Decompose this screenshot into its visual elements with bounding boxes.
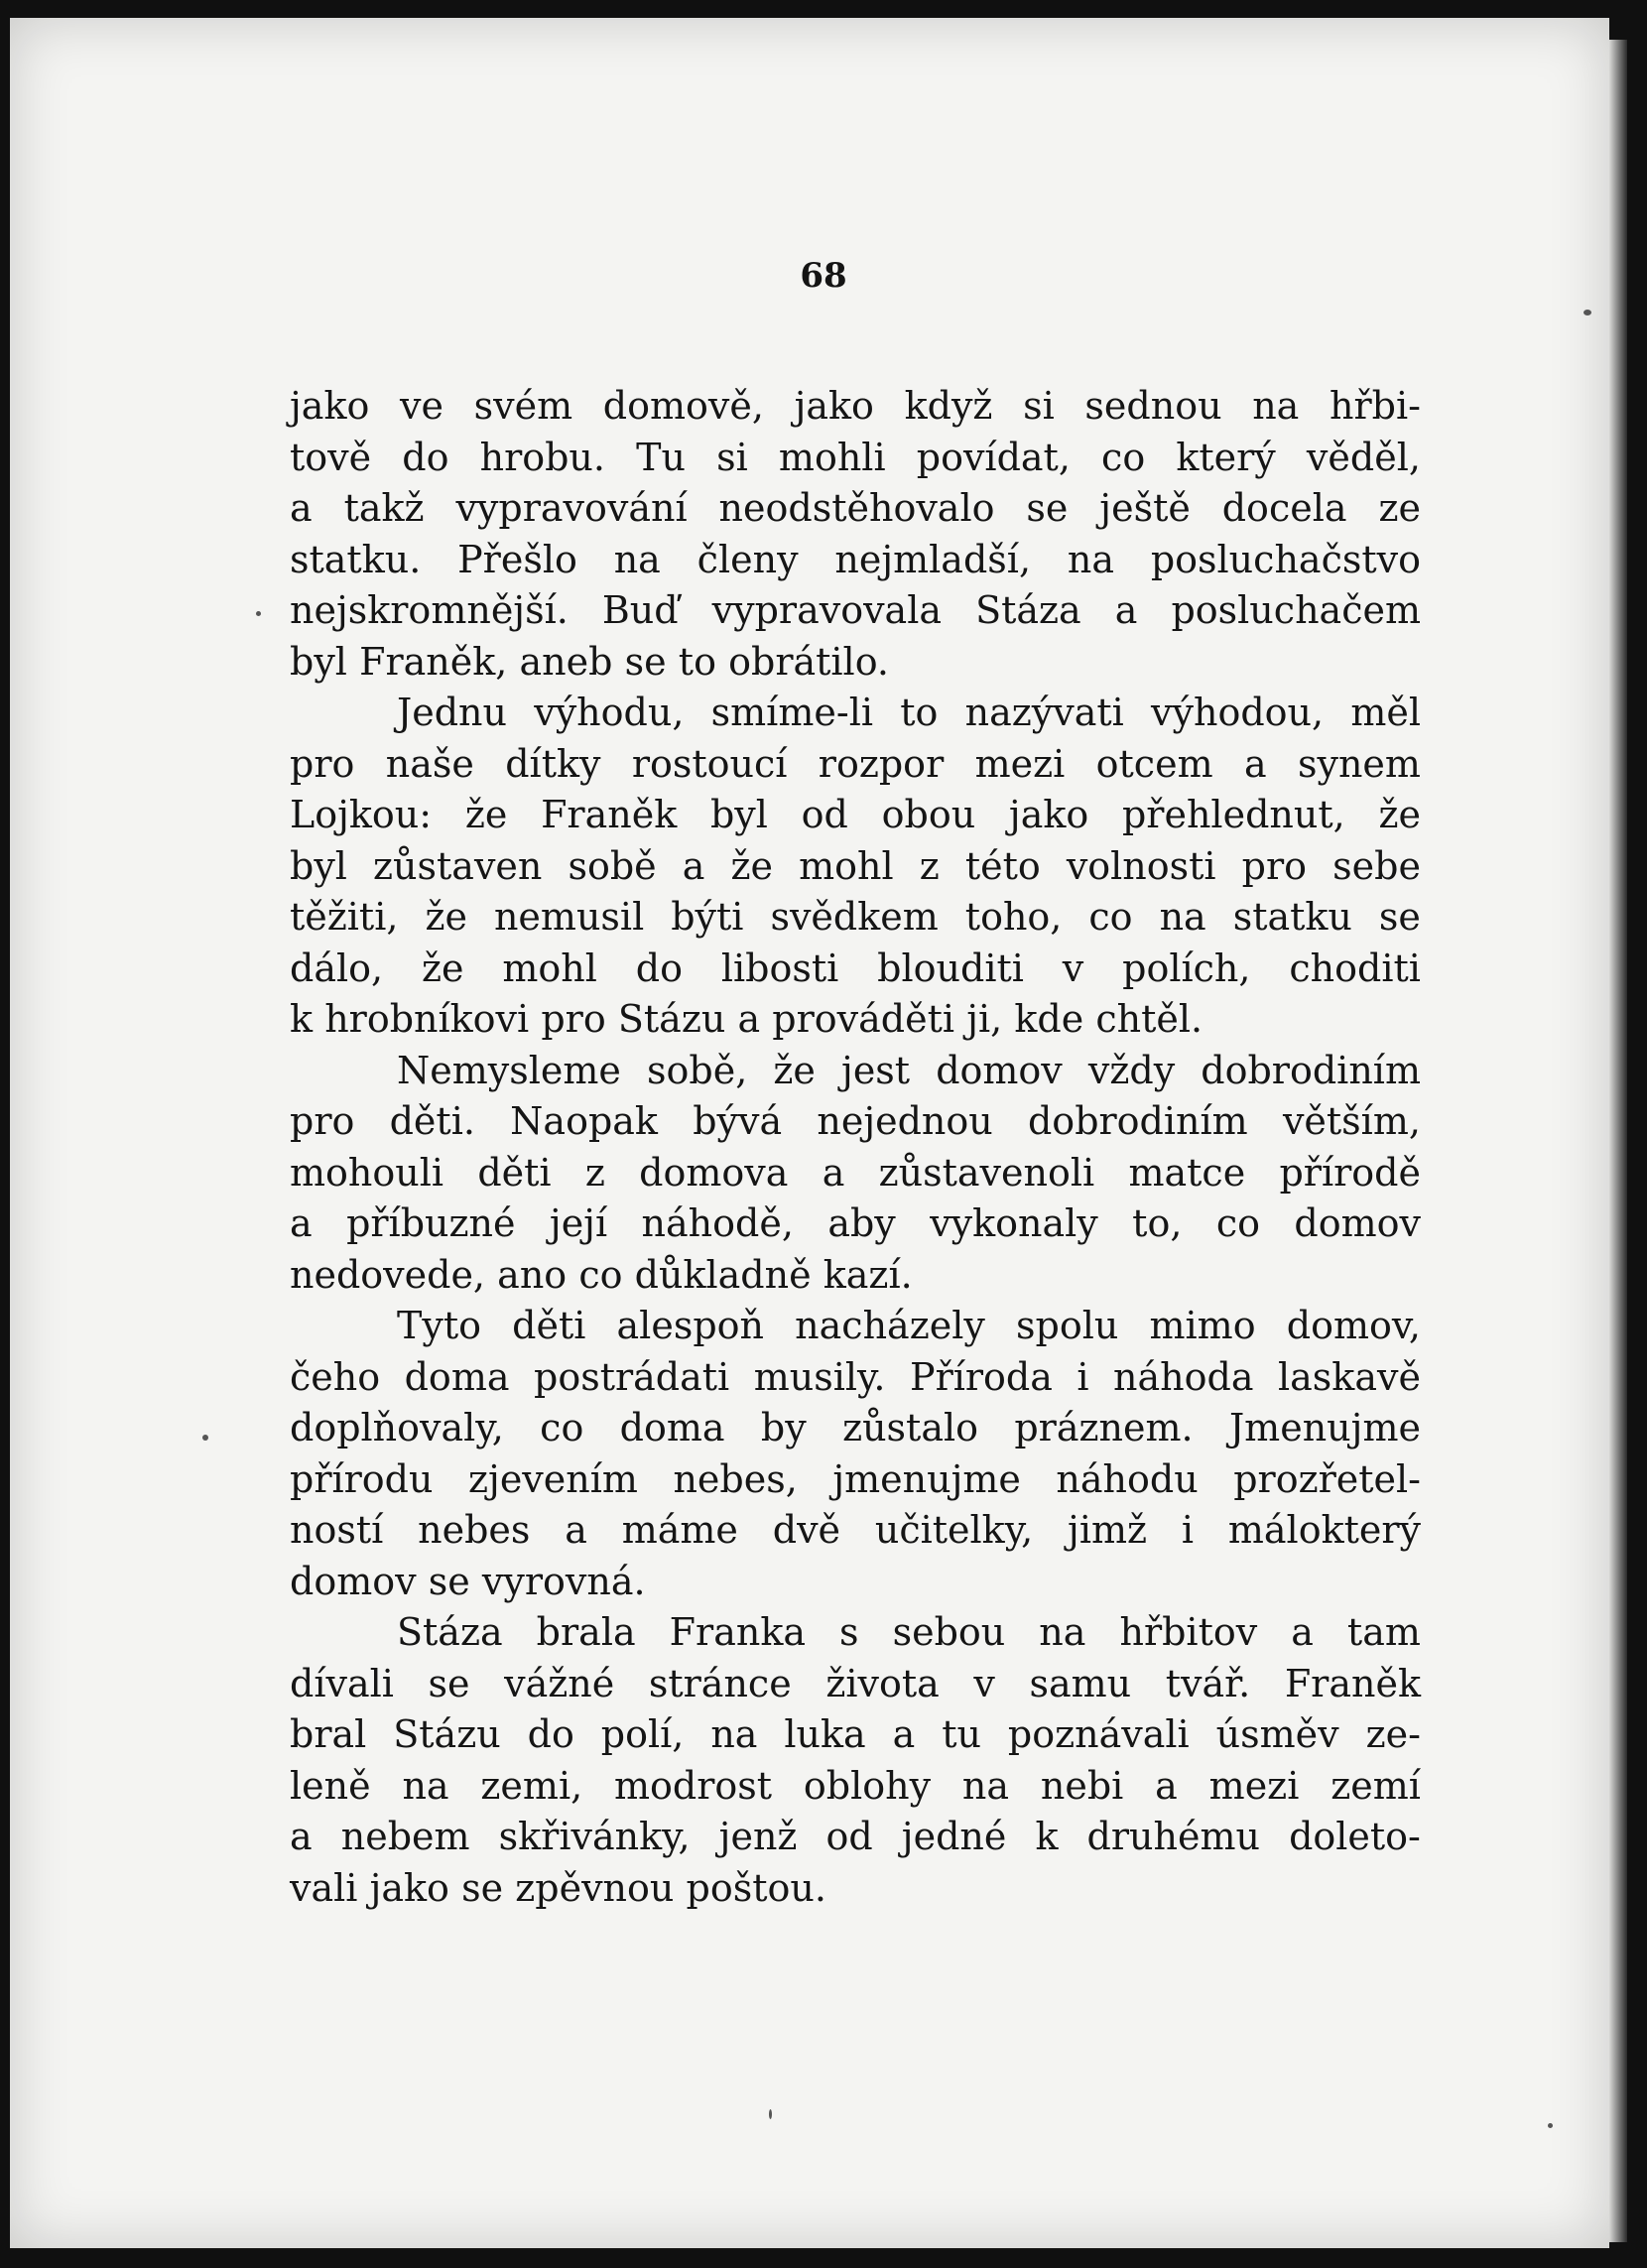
word: do	[635, 945, 683, 990]
word: zpěvnou	[515, 1865, 675, 1910]
word: a	[1291, 1610, 1314, 1654]
word: i	[1181, 1508, 1195, 1552]
word: dívali	[290, 1661, 394, 1705]
word: nemusil	[493, 895, 645, 939]
word: dvě	[772, 1508, 841, 1552]
word: posluchačem	[1171, 588, 1421, 632]
word: takž	[343, 486, 425, 530]
word: bral	[290, 1712, 367, 1756]
text-line	[290, 1250, 1421, 1302]
word: hrobníkovi	[324, 997, 530, 1041]
ink-speck	[769, 2109, 772, 2119]
word: stránce	[648, 1661, 792, 1705]
word: co	[1088, 895, 1133, 939]
text-line	[290, 1301, 1421, 1352]
word: chtěl.	[1095, 997, 1204, 1041]
word: Jmenujme	[1228, 1406, 1421, 1449]
word: synem	[1297, 741, 1421, 786]
text-line	[290, 1607, 1421, 1659]
word: naše	[385, 741, 474, 786]
word: mohl	[799, 843, 894, 888]
word: povídat,	[916, 435, 1071, 479]
text-line	[290, 944, 1421, 995]
word: poznávali	[1007, 1712, 1190, 1756]
word: nedovede,	[290, 1252, 486, 1297]
word: co	[540, 1406, 584, 1449]
word: Franěk,	[359, 639, 508, 684]
word: prováděti	[772, 997, 955, 1041]
word: děti.	[389, 1099, 475, 1143]
word: samu	[1029, 1661, 1132, 1705]
word: se	[1378, 895, 1421, 939]
word: dálo,	[290, 945, 384, 990]
word: otcem	[1095, 741, 1213, 786]
word: její	[549, 1201, 608, 1245]
word: ností	[290, 1508, 384, 1552]
word: tu	[942, 1712, 981, 1756]
word: si	[1023, 384, 1055, 428]
word: tově	[290, 435, 372, 479]
word: z	[584, 1150, 605, 1195]
word: posluchačstvo	[1150, 537, 1421, 581]
word: výhodu,	[534, 691, 685, 734]
word: na	[1039, 1610, 1086, 1654]
word: úsměv	[1215, 1712, 1339, 1756]
word: věděl,	[1306, 435, 1421, 479]
word: volnosti	[1066, 843, 1216, 888]
word: zůstalo	[842, 1406, 979, 1449]
word: na	[1252, 384, 1300, 428]
word: to	[678, 639, 716, 684]
word: pro	[1241, 843, 1308, 888]
text-line	[290, 637, 1421, 689]
word: neodstěhovalo	[718, 486, 995, 530]
word: spolu	[1016, 1304, 1119, 1347]
word: pro	[290, 741, 355, 786]
word: větším,	[1282, 1099, 1421, 1143]
word: nebes	[418, 1508, 531, 1552]
ink-speck	[256, 611, 261, 616]
word: a	[1243, 741, 1267, 786]
word: kde	[1014, 997, 1084, 1041]
word: jmenujme	[832, 1456, 1021, 1501]
word: hrobu.	[479, 435, 605, 479]
word: a	[290, 1815, 313, 1858]
word: musily.	[753, 1354, 886, 1399]
word: prozřetel-	[1233, 1456, 1421, 1501]
word: života	[825, 1661, 940, 1705]
word: Příroda	[910, 1354, 1053, 1399]
word: a	[682, 843, 705, 888]
text-line	[290, 1352, 1421, 1404]
word: libosti	[720, 945, 839, 990]
word: na	[613, 537, 661, 581]
word: děti	[512, 1304, 586, 1347]
word: to	[900, 691, 939, 734]
word: ji,	[966, 997, 1003, 1041]
word: doleto-	[1289, 1815, 1421, 1858]
word: jako	[369, 1865, 449, 1910]
word: nejednou	[817, 1099, 993, 1143]
word: blouditi	[877, 945, 1024, 990]
word: Stáza	[975, 588, 1081, 632]
text-line	[290, 1659, 1421, 1710]
word: tam	[1346, 1610, 1421, 1654]
word: Jednu	[397, 691, 507, 734]
word: se	[461, 1865, 504, 1910]
text-line	[290, 739, 1421, 791]
word: přehlednut,	[1121, 793, 1345, 836]
word: a	[822, 1150, 845, 1195]
text-line	[290, 1761, 1421, 1813]
word: nazývati	[964, 691, 1124, 734]
word: v	[973, 1661, 995, 1705]
word: jenž	[718, 1815, 798, 1858]
word: Stázu	[393, 1712, 501, 1756]
word: Naopak	[510, 1099, 658, 1143]
word: sebou	[892, 1610, 1006, 1654]
text-line	[290, 585, 1421, 637]
word: zemi,	[480, 1763, 583, 1808]
word: této	[964, 843, 1041, 888]
word: že	[1378, 793, 1421, 836]
ink-speck	[1584, 310, 1591, 315]
text-line	[290, 1505, 1421, 1557]
word: málokterý	[1227, 1508, 1421, 1552]
word: do	[402, 435, 449, 479]
text-line	[290, 1709, 1421, 1761]
text-line	[290, 1812, 1421, 1863]
word: domova	[639, 1150, 789, 1195]
word: že	[730, 843, 773, 888]
word: se	[428, 1661, 470, 1705]
word: modrost	[614, 1763, 773, 1808]
word: důkladně	[634, 1252, 812, 1297]
word: ze-	[1365, 1712, 1421, 1756]
word: nejmladší,	[834, 537, 1032, 581]
word: rozpor	[818, 741, 945, 786]
word: mohouli	[290, 1150, 444, 1195]
word: brala	[536, 1610, 636, 1654]
word: čeho	[290, 1354, 381, 1399]
word: alespoň	[616, 1304, 765, 1347]
word: nebes,	[673, 1456, 798, 1501]
word: laskavě	[1278, 1354, 1421, 1399]
word: bývá	[693, 1099, 783, 1143]
text-line	[290, 433, 1421, 484]
word: doplňovaly,	[290, 1406, 504, 1449]
text-line	[290, 790, 1421, 841]
text-line	[290, 381, 1421, 433]
word: měl	[1350, 691, 1421, 734]
word: domov	[1294, 1201, 1421, 1245]
word: Přešlo	[457, 537, 577, 581]
word: oblohy	[803, 1763, 932, 1808]
word: dobrodiním	[1201, 1048, 1421, 1092]
word: luka	[784, 1712, 866, 1756]
word: matce	[1128, 1150, 1246, 1195]
word: toho,	[964, 895, 1063, 939]
word: svém	[473, 384, 573, 428]
word: učitelky,	[874, 1508, 1034, 1552]
word: Tu	[636, 435, 686, 479]
ink-speck	[1548, 2123, 1553, 2128]
word: statku	[1232, 895, 1352, 939]
ink-speck	[202, 1435, 208, 1441]
page-number: 68	[800, 256, 847, 296]
word: mimo	[1149, 1304, 1256, 1347]
word: že	[464, 793, 508, 836]
word: rostoucí	[631, 741, 788, 786]
word: nebi	[1040, 1763, 1124, 1808]
text-line	[290, 1403, 1421, 1454]
word: od	[801, 793, 848, 836]
word: co	[1215, 1201, 1260, 1245]
word: zemí	[1330, 1763, 1421, 1808]
text-line	[290, 1863, 1421, 1915]
word: Franka	[669, 1610, 807, 1654]
word: poštou.	[686, 1865, 826, 1910]
word: z	[919, 843, 940, 888]
word: býti	[671, 895, 744, 939]
word: mezi	[974, 741, 1066, 786]
word: polí,	[600, 1712, 685, 1756]
word: Stáza	[397, 1610, 503, 1654]
word: aneb	[519, 639, 613, 684]
word: vali	[290, 1865, 358, 1910]
word: statku.	[290, 537, 422, 581]
word: zůstaven	[373, 843, 543, 888]
word: Tyto	[397, 1304, 481, 1347]
word: přírodě	[1279, 1150, 1421, 1195]
word: děti	[477, 1150, 552, 1195]
word: jako	[290, 384, 370, 428]
word: se	[1026, 486, 1069, 530]
text-line	[290, 1096, 1421, 1148]
word: leně	[290, 1763, 371, 1808]
word: na	[1067, 537, 1114, 581]
word: na	[402, 1763, 449, 1808]
word: svědkem	[770, 895, 939, 939]
text-line	[290, 1454, 1421, 1506]
word: Lojkou:	[290, 793, 433, 836]
word: pro	[290, 1099, 355, 1143]
word: s	[839, 1610, 859, 1654]
word: ze	[1378, 486, 1421, 530]
word: a	[565, 1508, 587, 1552]
word: nebem	[340, 1815, 470, 1858]
word: Nemysleme	[397, 1048, 621, 1092]
word: hřbi-	[1330, 384, 1421, 428]
word: jedné	[901, 1815, 1007, 1858]
page-edge-shadow	[1609, 40, 1627, 2242]
word: zůstavenoli	[878, 1150, 1095, 1195]
word: domov	[936, 1048, 1063, 1092]
word: docela	[1221, 486, 1347, 530]
text-line	[290, 1198, 1421, 1250]
word: na	[961, 1763, 1010, 1808]
word: vážné	[504, 1661, 615, 1705]
text-line	[290, 994, 1421, 1046]
word: dobrodiním	[1027, 1099, 1248, 1143]
word: byl	[290, 843, 347, 888]
word: polích,	[1122, 945, 1251, 990]
word: do	[527, 1712, 574, 1756]
word: doma	[404, 1354, 510, 1399]
text-line	[290, 1557, 1421, 1608]
text-line	[290, 1148, 1421, 1199]
word: smíme-li	[710, 691, 873, 734]
word: a	[1155, 1763, 1178, 1808]
word: druhému	[1086, 1815, 1260, 1858]
word: a	[290, 1201, 313, 1245]
word: Franěk	[1284, 1661, 1421, 1705]
word: co	[578, 1252, 623, 1297]
word: postrádati	[534, 1354, 730, 1399]
word: mohl	[502, 945, 597, 990]
word: domově,	[602, 384, 764, 428]
word: jako	[1008, 793, 1089, 836]
word: nacházely	[795, 1304, 985, 1347]
word: těžiti,	[290, 895, 399, 939]
word: nejskromnější.	[290, 588, 569, 632]
word: k	[1035, 1815, 1059, 1858]
word: Stázu	[617, 997, 726, 1041]
word: a	[892, 1712, 916, 1756]
word: náhoda	[1113, 1354, 1254, 1399]
word: práznem.	[1014, 1406, 1194, 1449]
word: byl	[290, 639, 347, 684]
word: a	[1114, 588, 1138, 632]
word: jest	[841, 1048, 911, 1092]
word: výhodou,	[1151, 691, 1325, 734]
word: vždy	[1087, 1048, 1176, 1092]
text-line	[290, 483, 1421, 535]
word: mezi	[1208, 1763, 1300, 1808]
word: sednou	[1084, 384, 1222, 428]
word: vykonaly	[930, 1201, 1098, 1245]
word: Franěk	[541, 793, 678, 836]
text-line	[290, 841, 1421, 893]
word: aby	[827, 1201, 896, 1245]
word: že	[425, 895, 467, 939]
word: když	[904, 384, 993, 428]
word: vypravování	[455, 486, 688, 530]
text-line	[290, 688, 1421, 739]
word: máme	[621, 1508, 738, 1552]
word: Buď	[601, 588, 679, 632]
word: dítky	[505, 741, 601, 786]
body-text	[290, 381, 1421, 1914]
word: tvář.	[1165, 1661, 1251, 1705]
word: ještě	[1099, 486, 1191, 530]
word: ve	[400, 384, 443, 428]
word: skřivánky,	[498, 1815, 691, 1858]
word: pro	[541, 997, 606, 1041]
word: mohli	[778, 435, 886, 479]
word: jimž	[1068, 1508, 1148, 1552]
word: na	[710, 1712, 758, 1756]
word: vypravovala	[711, 588, 943, 632]
word: se	[624, 639, 667, 684]
word: a	[737, 997, 761, 1041]
word: sobě	[568, 843, 657, 888]
word: obou	[881, 793, 976, 836]
word: členy	[697, 537, 799, 581]
word: přírodu	[290, 1456, 434, 1501]
word: příbuzné	[346, 1201, 516, 1245]
word: od	[825, 1815, 873, 1858]
word: na	[1159, 895, 1206, 939]
text-line	[290, 1046, 1421, 1097]
word: náhodě,	[641, 1201, 794, 1245]
word: i	[1077, 1354, 1089, 1399]
word: náhodu	[1056, 1456, 1199, 1501]
word: který	[1176, 435, 1276, 479]
word: to,	[1132, 1201, 1183, 1245]
word: k	[290, 997, 314, 1041]
word: sebe	[1332, 843, 1421, 888]
word: zjevením	[468, 1456, 638, 1501]
word: si	[716, 435, 748, 479]
word: kazí.	[823, 1252, 913, 1297]
word: co	[1101, 435, 1146, 479]
word: ano	[497, 1252, 568, 1297]
text-line	[290, 535, 1421, 586]
word: hřbitov	[1119, 1610, 1258, 1654]
word: vyrovná.	[481, 1559, 646, 1603]
word: byl	[709, 793, 768, 836]
word: že	[421, 945, 464, 990]
text-line	[290, 892, 1421, 944]
word: sobě,	[647, 1048, 748, 1092]
word: že	[773, 1048, 816, 1092]
word: domov	[290, 1559, 417, 1603]
word: domov,	[1286, 1304, 1421, 1347]
word: se	[428, 1559, 470, 1603]
word: v	[1062, 945, 1084, 990]
word: by	[760, 1406, 807, 1449]
word: choditi	[1289, 945, 1421, 990]
word: jako	[794, 384, 874, 428]
word: obrátilo.	[728, 639, 889, 684]
word: a	[290, 486, 313, 530]
word: doma	[619, 1406, 725, 1449]
